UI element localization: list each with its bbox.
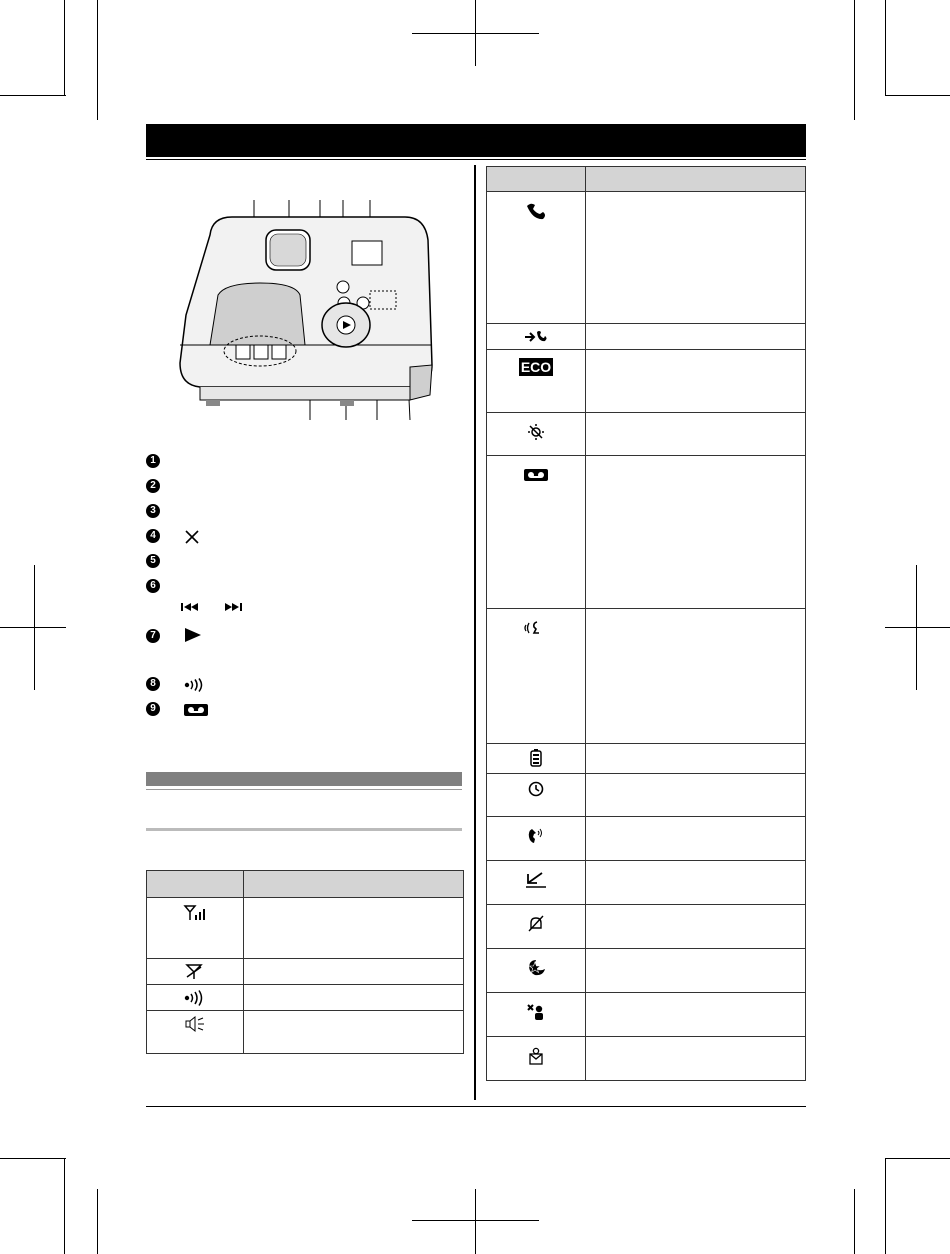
intercom-icon <box>523 328 549 346</box>
table-row <box>487 350 805 413</box>
header-rule <box>146 159 806 160</box>
answering-machine-icon <box>183 703 209 717</box>
table-row <box>487 324 805 350</box>
voice-icon <box>523 619 549 637</box>
table-row <box>487 817 805 861</box>
table-row <box>487 993 805 1037</box>
ringing-phone-icon <box>523 827 549 845</box>
handset-on-line-icon <box>523 202 549 220</box>
ringer-off-icon <box>523 915 549 933</box>
section-bar <box>146 772 462 786</box>
table-row <box>487 192 805 324</box>
table-row <box>487 456 805 609</box>
play-icon <box>184 627 202 643</box>
table-row <box>487 609 805 744</box>
footer-rule <box>146 1106 806 1107</box>
paging-icon <box>183 989 207 1007</box>
callout-number: 3 <box>146 504 160 518</box>
callout-number: 7 <box>146 629 160 643</box>
table-row <box>147 959 463 985</box>
table-row <box>147 1011 463 1053</box>
answering-machine-icon <box>523 466 549 484</box>
call-barred-icon <box>523 871 549 889</box>
table-row <box>487 905 805 949</box>
out-of-range-icon <box>183 963 207 981</box>
table-row <box>147 985 463 1011</box>
alarm-clock-icon <box>523 780 549 798</box>
section-rule-lower <box>146 828 462 831</box>
eco-icon: ECO <box>520 359 552 375</box>
skip-back-icon <box>180 602 202 612</box>
signal-strength-icon <box>183 904 207 922</box>
battery-icon <box>523 749 549 767</box>
callout-number: 1 <box>146 454 160 468</box>
table-row <box>487 413 805 456</box>
table-row <box>487 744 805 774</box>
table-row <box>487 774 805 817</box>
callout-number: 9 <box>146 702 160 716</box>
skip-forward-icon <box>222 602 244 612</box>
callout-number: 2 <box>146 479 160 493</box>
page-header-bar <box>146 124 806 157</box>
table-row <box>487 949 805 993</box>
speaker-icon <box>183 1015 207 1033</box>
display-icon-table <box>486 166 806 1081</box>
callout-number: 4 <box>146 529 160 543</box>
blocked-caller-icon <box>523 1003 549 1021</box>
locator-icon <box>183 678 207 692</box>
column-divider <box>474 165 476 1100</box>
table-header <box>147 871 463 898</box>
handset-icon-table <box>146 870 464 1054</box>
base-unit-illustration <box>170 195 440 430</box>
x-icon <box>184 529 200 545</box>
night-mode-icon <box>523 959 549 977</box>
section-rule <box>146 789 462 790</box>
table-row <box>147 898 463 959</box>
table-header <box>487 167 805 192</box>
night-mode-off-icon <box>523 423 549 441</box>
table-row <box>487 1037 805 1080</box>
message-icon <box>523 1047 549 1065</box>
callout-number: 6 <box>146 579 160 593</box>
callout-number: 8 <box>146 677 160 691</box>
callout-number: 5 <box>146 554 160 568</box>
table-row <box>487 861 805 905</box>
